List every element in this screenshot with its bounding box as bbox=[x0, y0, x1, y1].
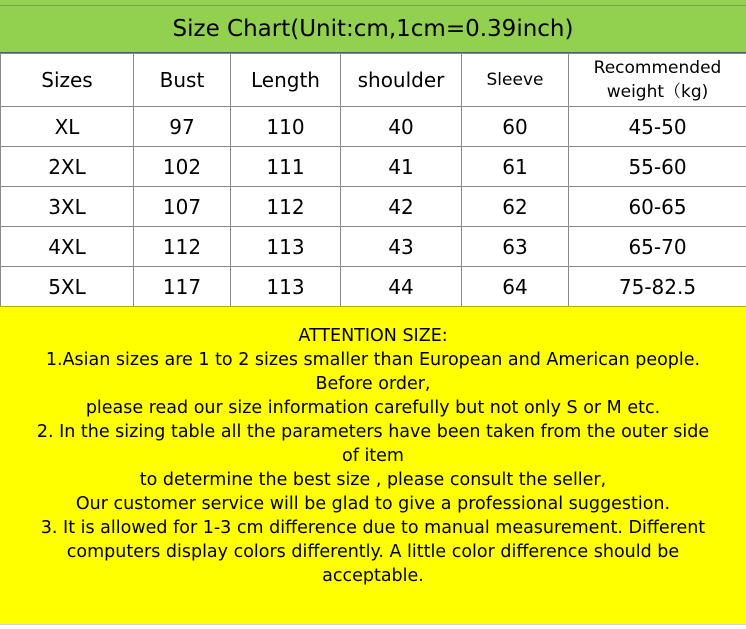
notice-line: of item bbox=[342, 446, 404, 466]
table-row bbox=[1, 267, 746, 307]
cell-weight: 75-82.5 bbox=[569, 267, 746, 307]
cell-bust: 102 bbox=[134, 147, 231, 187]
bottom-strip bbox=[0, 624, 746, 629]
table-row bbox=[1, 147, 746, 187]
notice-line: 2. In the sizing table all the parameters have been taken from the outer side bbox=[36, 422, 710, 442]
header-shoulder: shoulder bbox=[341, 54, 462, 107]
cell-bust: 112 bbox=[134, 227, 231, 267]
attention-notice bbox=[0, 306, 746, 624]
cell-shoulder: 40 bbox=[341, 107, 462, 147]
cell-bust: 117 bbox=[134, 267, 231, 307]
notice-line: computers display colors differently. A little color difference should be bbox=[66, 542, 680, 562]
header-weight-label: weight（kg) bbox=[606, 82, 709, 102]
notice-line: please read our size information carefully but not only S or M etc. bbox=[85, 398, 661, 418]
cell-length: 111 bbox=[231, 147, 341, 187]
cell-length: 113 bbox=[231, 227, 341, 267]
size-table bbox=[0, 53, 746, 307]
cell-shoulder: 41 bbox=[341, 147, 462, 187]
cell-size: XL bbox=[1, 107, 134, 147]
notice-line: 1.Asian sizes are 1 to 2 sizes smaller than European and American people. bbox=[45, 350, 701, 370]
cell-weight: 45-50 bbox=[569, 107, 746, 147]
cell-length: 112 bbox=[231, 187, 341, 227]
header-length: Length bbox=[231, 54, 341, 107]
cell-sleeve: 61 bbox=[462, 147, 569, 187]
notice-line: 3. It is allowed for 1-3 cm difference due to manual measurement. Different bbox=[40, 518, 706, 538]
notice-line: Our customer service will be glad to give a professional suggestion. bbox=[75, 494, 671, 514]
size-chart-title: Size Chart(Unit:cm,1cm=0.39inch) bbox=[0, 5, 746, 53]
header-bust: Bust bbox=[134, 54, 231, 107]
cell-size: 3XL bbox=[1, 187, 134, 227]
cell-sleeve: 62 bbox=[462, 187, 569, 227]
cell-length: 110 bbox=[231, 107, 341, 147]
cell-weight: 60-65 bbox=[569, 187, 746, 227]
cell-size: 2XL bbox=[1, 147, 134, 187]
cell-size: 5XL bbox=[1, 267, 134, 307]
cell-sleeve: 60 bbox=[462, 107, 569, 147]
cell-length: 113 bbox=[231, 267, 341, 307]
cell-bust: 107 bbox=[134, 187, 231, 227]
cell-size: 4XL bbox=[1, 227, 134, 267]
notice-heading: ATTENTION SIZE: bbox=[298, 326, 448, 346]
cell-shoulder: 44 bbox=[341, 267, 462, 307]
cell-shoulder: 42 bbox=[341, 187, 462, 227]
cell-shoulder: 43 bbox=[341, 227, 462, 267]
table-header-row bbox=[1, 54, 746, 107]
header-recommended-label: Recommended bbox=[593, 58, 722, 78]
header-sleeve: Sleeve bbox=[462, 54, 569, 107]
table-row bbox=[1, 187, 746, 227]
cell-weight: 55-60 bbox=[569, 147, 746, 187]
cell-bust: 97 bbox=[134, 107, 231, 147]
notice-line: acceptable. bbox=[322, 566, 424, 586]
table-row bbox=[1, 227, 746, 267]
notice-line: to determine the best size , please consult the seller, bbox=[139, 470, 607, 490]
header-sizes: Sizes bbox=[1, 54, 134, 107]
cell-weight: 65-70 bbox=[569, 227, 746, 267]
notice-line: Before order, bbox=[315, 374, 431, 394]
cell-sleeve: 64 bbox=[462, 267, 569, 307]
cell-sleeve: 63 bbox=[462, 227, 569, 267]
table-row bbox=[1, 107, 746, 147]
header-recommended-weight bbox=[569, 54, 746, 107]
